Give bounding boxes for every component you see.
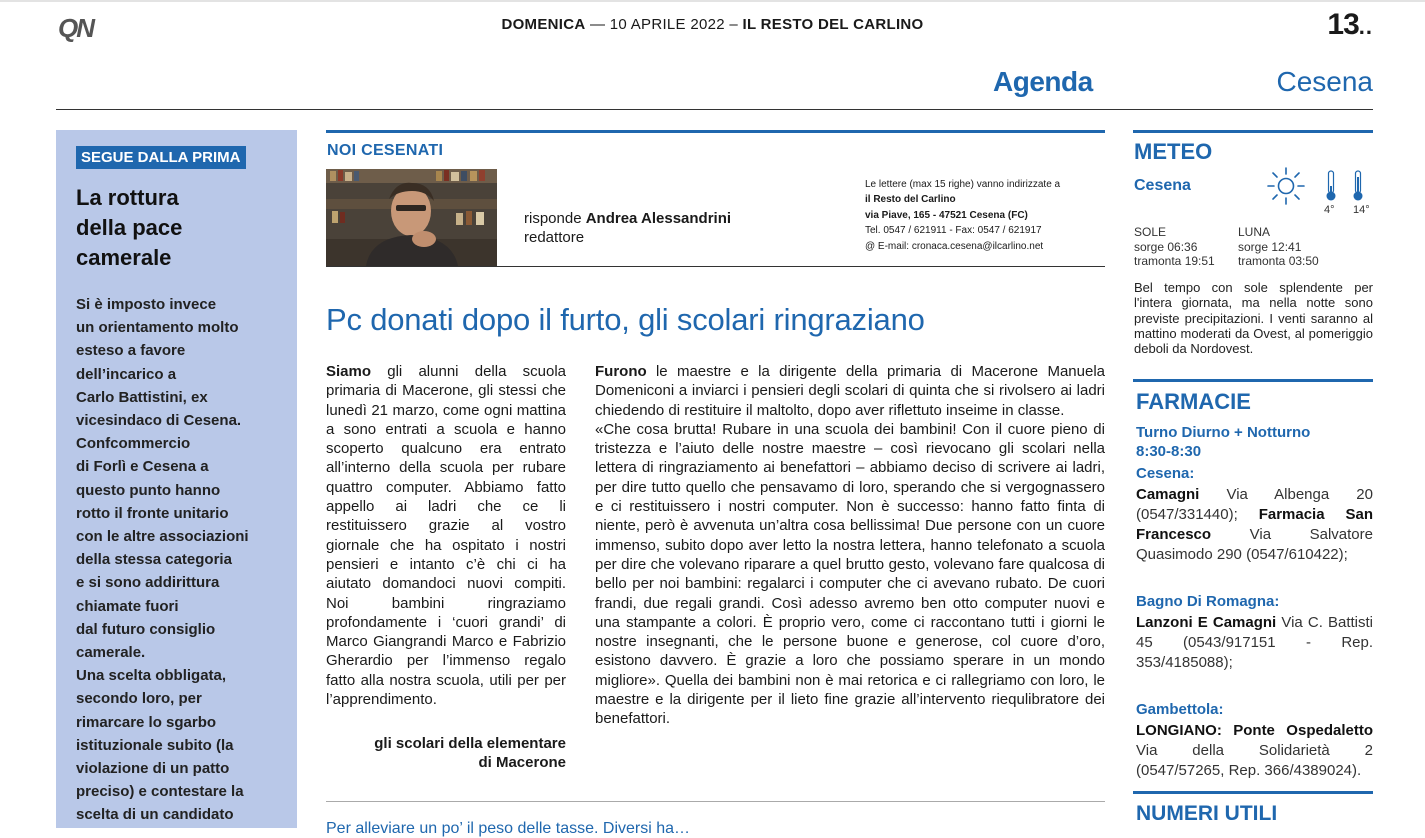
luna-rise: sorge 12:41 [1238, 239, 1302, 254]
segue-line: Carlo Battistini, ex [76, 388, 208, 406]
segue-line: questo punto hanno [76, 481, 221, 499]
pharmacy-name: Farmacia San Francesco [1136, 506, 1373, 543]
masthead-date: 10 APRILE 2022 [609, 16, 725, 33]
sun-times [1134, 225, 1215, 269]
thermometer-icon [1324, 170, 1338, 202]
segue-line: esteso a favore [76, 342, 186, 360]
pharmacy-name: Lanzoni E Camagni [1136, 614, 1277, 631]
signature-line: di Macerone [478, 754, 566, 772]
title-line: camerale [76, 245, 172, 270]
sole-label: SOLE [1134, 225, 1167, 239]
segue-title [76, 183, 276, 273]
segue-line: istituzionale subito (la [76, 736, 234, 754]
farmacie-city-gambettola: Gambettola: [1136, 701, 1224, 718]
segue-line: dal futuro consiglio [76, 620, 216, 638]
letter-signature [326, 734, 566, 773]
masthead-sep: — [590, 16, 606, 33]
pharmacy-address: Via C. Battisti 45 (0543/917151 - Rep. 353/4185088); [1136, 614, 1373, 671]
letters-contact [865, 177, 1060, 254]
segue-line: della stessa categoria [76, 551, 232, 569]
segue-body [76, 293, 276, 827]
editor-name: Andrea Alessandrini [585, 210, 732, 227]
farmacie-bar [1133, 379, 1373, 382]
segue-line: dell’incarico a [76, 365, 177, 383]
farmacie-city-bagno: Bagno Di Romagna: [1136, 593, 1280, 610]
letter-text [326, 362, 566, 709]
next-article-cut: Per alleviare un po’ il peso delle tasse. Diversi ha… [326, 820, 691, 837]
rubric-rule [326, 266, 1105, 267]
pharmacy-name: LONGIANO: Ponte Ospedaletto [1136, 722, 1373, 739]
segue-line: un orientamento molto [76, 319, 239, 337]
reply-paragraph: «Che cosa brutta! Rubare in una scuola dei bambini! Con il cuore pieno di tristezza e l’aiuto delle nostre maestre – così rievocano gli scolari nella lettera di ringraziamento ai benefattori – abbiamo deciso di scrivere ai ladri, per dire tutto quello che pensavamo di loro, sperando che si vergognassero e ci restituissero i nostri computer. Non è successo: hanno fatto finta di niente, però è avvenuta un’altra cosa bellissima! Due persone con un cuore immenso, subito dopo aver letto la nostra lettera, hanno telefonato a scuola per dire che volevano riparare a quel brutto gesto, volevano fare qualcosa di bello per noi bambini: regalarci i computer che ci avevano rubato. De cuori frandi, due regali grandi. Così adesso avremo ben otto computer nuovi e una stampante a colori. È proprio vero, come ci raccontano tutti i giorni le nostre insegnanti, che le persone buone e generose, col cuore d’oro, esistono davvero. È grazie a loro che possiamo sperare in un mondo migliore». Quella dei bambini non è mai retorica e ci rallegriamo con loro, le maestre e la dirigente per il lieto fine grazie all’intervento riequlibratore dei benefattori. [595, 420, 1105, 728]
farmacie-cesena-list [1136, 485, 1373, 565]
contact-email[interactable]: @ E-mail: cronaca.cesena@ilcarlino.net [865, 240, 1044, 252]
segue-line: rimarcare lo sgarbo [76, 713, 217, 731]
numeri-bar [1133, 791, 1373, 794]
luna-label: LUNA [1238, 225, 1271, 239]
svg-text:QN: QN [58, 14, 93, 42]
segue-column [56, 130, 297, 828]
farmacie-title: FARMACIE [1136, 389, 1251, 414]
section-title: Agenda [993, 66, 1093, 97]
masthead-day: DOMENICA [501, 16, 586, 33]
contact-intro: Le lettere (max 15 righe) vanno indirizzate a [865, 179, 1061, 190]
signature-line: gli scolari della elementare [374, 735, 566, 752]
pharmacy-address: Via Albenga 20 (0547/331440); [1136, 486, 1373, 523]
top-rule [0, 0, 1425, 2]
pharmacy-address: Via della Solidarietà 2 (0547/57265, Rep. 366/4389024). [1136, 742, 1373, 779]
thermometer-icon [1351, 170, 1365, 202]
segue-line: violazione di un patto [76, 760, 230, 778]
segue-badge: SEGUE DALLA PRIMA [76, 146, 246, 169]
reply-lead: Furono [595, 363, 647, 380]
reply-text [595, 362, 1105, 729]
pharmacy-name: Camagni [1136, 486, 1200, 503]
letter-lead: Siamo [326, 363, 372, 380]
article-end-rule [326, 801, 1105, 802]
segue-line: chiamate fuori [76, 597, 179, 615]
contact-name: il Resto del Carlino [865, 194, 956, 206]
segue-line: con le altre associazioni [76, 528, 249, 546]
farmacie-turno [1136, 423, 1310, 461]
numeri-title: NUMERI UTILI [1136, 802, 1278, 825]
masthead [0, 16, 1425, 33]
meteo-bar [1133, 130, 1373, 133]
page-number-value: 13 [1327, 8, 1359, 41]
masthead-newspaper: IL RESTO DEL CARLINO [742, 16, 924, 33]
reply-paragraph: le maestre e la dirigente della primaria di Macerone Manuela Domeniconi a inviarci i pensieri degli scolari di quinta che si rivolsero ai ladri chiedendo di restituire il maltolto, dopo aver riflettuto inseime in classe. [595, 363, 1105, 419]
masthead-sep: – [729, 16, 739, 33]
farmacie-gambettola-list [1136, 721, 1373, 781]
segue-line: e si sono addirittura [76, 574, 220, 592]
letter-body: gli alunni della scuola primaria di Macerone, gli stessi che lunedì 21 marzo, come ogni mattina a sono entrati a scuola e hanno scoperto qualcuno era entrato all’interno della scuola per rubare quattro computer. Abbiamo fatto appello ai ladri che ce li restituissero grazie al vostro giornale che ha ospitato i nostri pensieri e intanto c’è chi ci ha aiutato domandoci nuovi compiti. Noi bambini ringraziamo profondamente i ‘cuori grandi’ di Marco Giangrandi Marco e Fabrizio Gherardio per l’immenso regalo fatto alla nostra scuola, utili per per l’apprendimento. [326, 363, 566, 709]
section-city: Cesena [1276, 66, 1373, 97]
rubric-title: NOI CESENATI [327, 142, 444, 159]
header-rule [56, 109, 1373, 110]
farmacie-bagno-list [1136, 613, 1373, 673]
meteo-city: Cesena [1134, 177, 1191, 194]
contact-address: via Piave, 165 - 47521 Cesena (FC) [865, 209, 1028, 221]
farmacie-city-cesena: Cesena: [1136, 465, 1195, 482]
contact-phone: Tel. 0547 / 621911 - Fax: 0547 / 621917 [865, 225, 1042, 237]
sole-rise: sorge 06:36 [1134, 239, 1198, 254]
title-line: della pace [76, 215, 183, 240]
segue-line: secondo loro, per [76, 690, 202, 708]
meteo-forecast: Bel tempo con sole splendente per l'intera giornata, ma nella notte sono previste precipitazioni. I venti saranno al mattino moderati da Ovest, al pomeriggio deboli da Nordovest. [1134, 280, 1373, 357]
editor-credit [524, 209, 731, 247]
pharmacy-address: Via Salvatore Quasimodo 290 (0547/610422); [1136, 526, 1373, 563]
page-dots: .. [1358, 14, 1373, 39]
rubric-bar [326, 130, 1105, 133]
editor-photo [326, 169, 497, 266]
segue-line: rotto il fronte unitario [76, 504, 229, 522]
segue-line: Confcommercio [76, 435, 191, 453]
risponde-label: risponde [524, 210, 582, 227]
luna-set: tramonta 03:50 [1238, 254, 1319, 268]
segue-line: camerale. [76, 644, 146, 662]
temp-min: 4° [1324, 204, 1335, 216]
segue-line: Si è imposto invece [76, 296, 217, 313]
temp-max: 14° [1353, 204, 1370, 216]
title-line: La rottura [76, 185, 179, 210]
sole-set: tramonta 19:51 [1134, 254, 1215, 268]
segue-line: di Forlì e Cesena a [76, 458, 209, 476]
segue-line: preciso) e contestare la [76, 783, 244, 801]
meteo-title: METEO [1134, 139, 1213, 164]
editor-role: redattore [524, 229, 585, 246]
segue-line: scelta di un candidato [76, 806, 234, 824]
moon-times [1238, 225, 1319, 269]
page-number [1327, 8, 1373, 42]
segue-line: Una scelta obbligata, [76, 667, 227, 685]
sun-icon [1266, 166, 1306, 206]
article-headline: Pc donati dopo il furto, gli scolari ringraziano [326, 302, 925, 337]
turno-line: 8:30-8:30 [1136, 443, 1202, 460]
segue-line: vicesindaco di Cesena. [76, 412, 242, 430]
turno-line: Turno Diurno + Notturno [1136, 424, 1311, 441]
